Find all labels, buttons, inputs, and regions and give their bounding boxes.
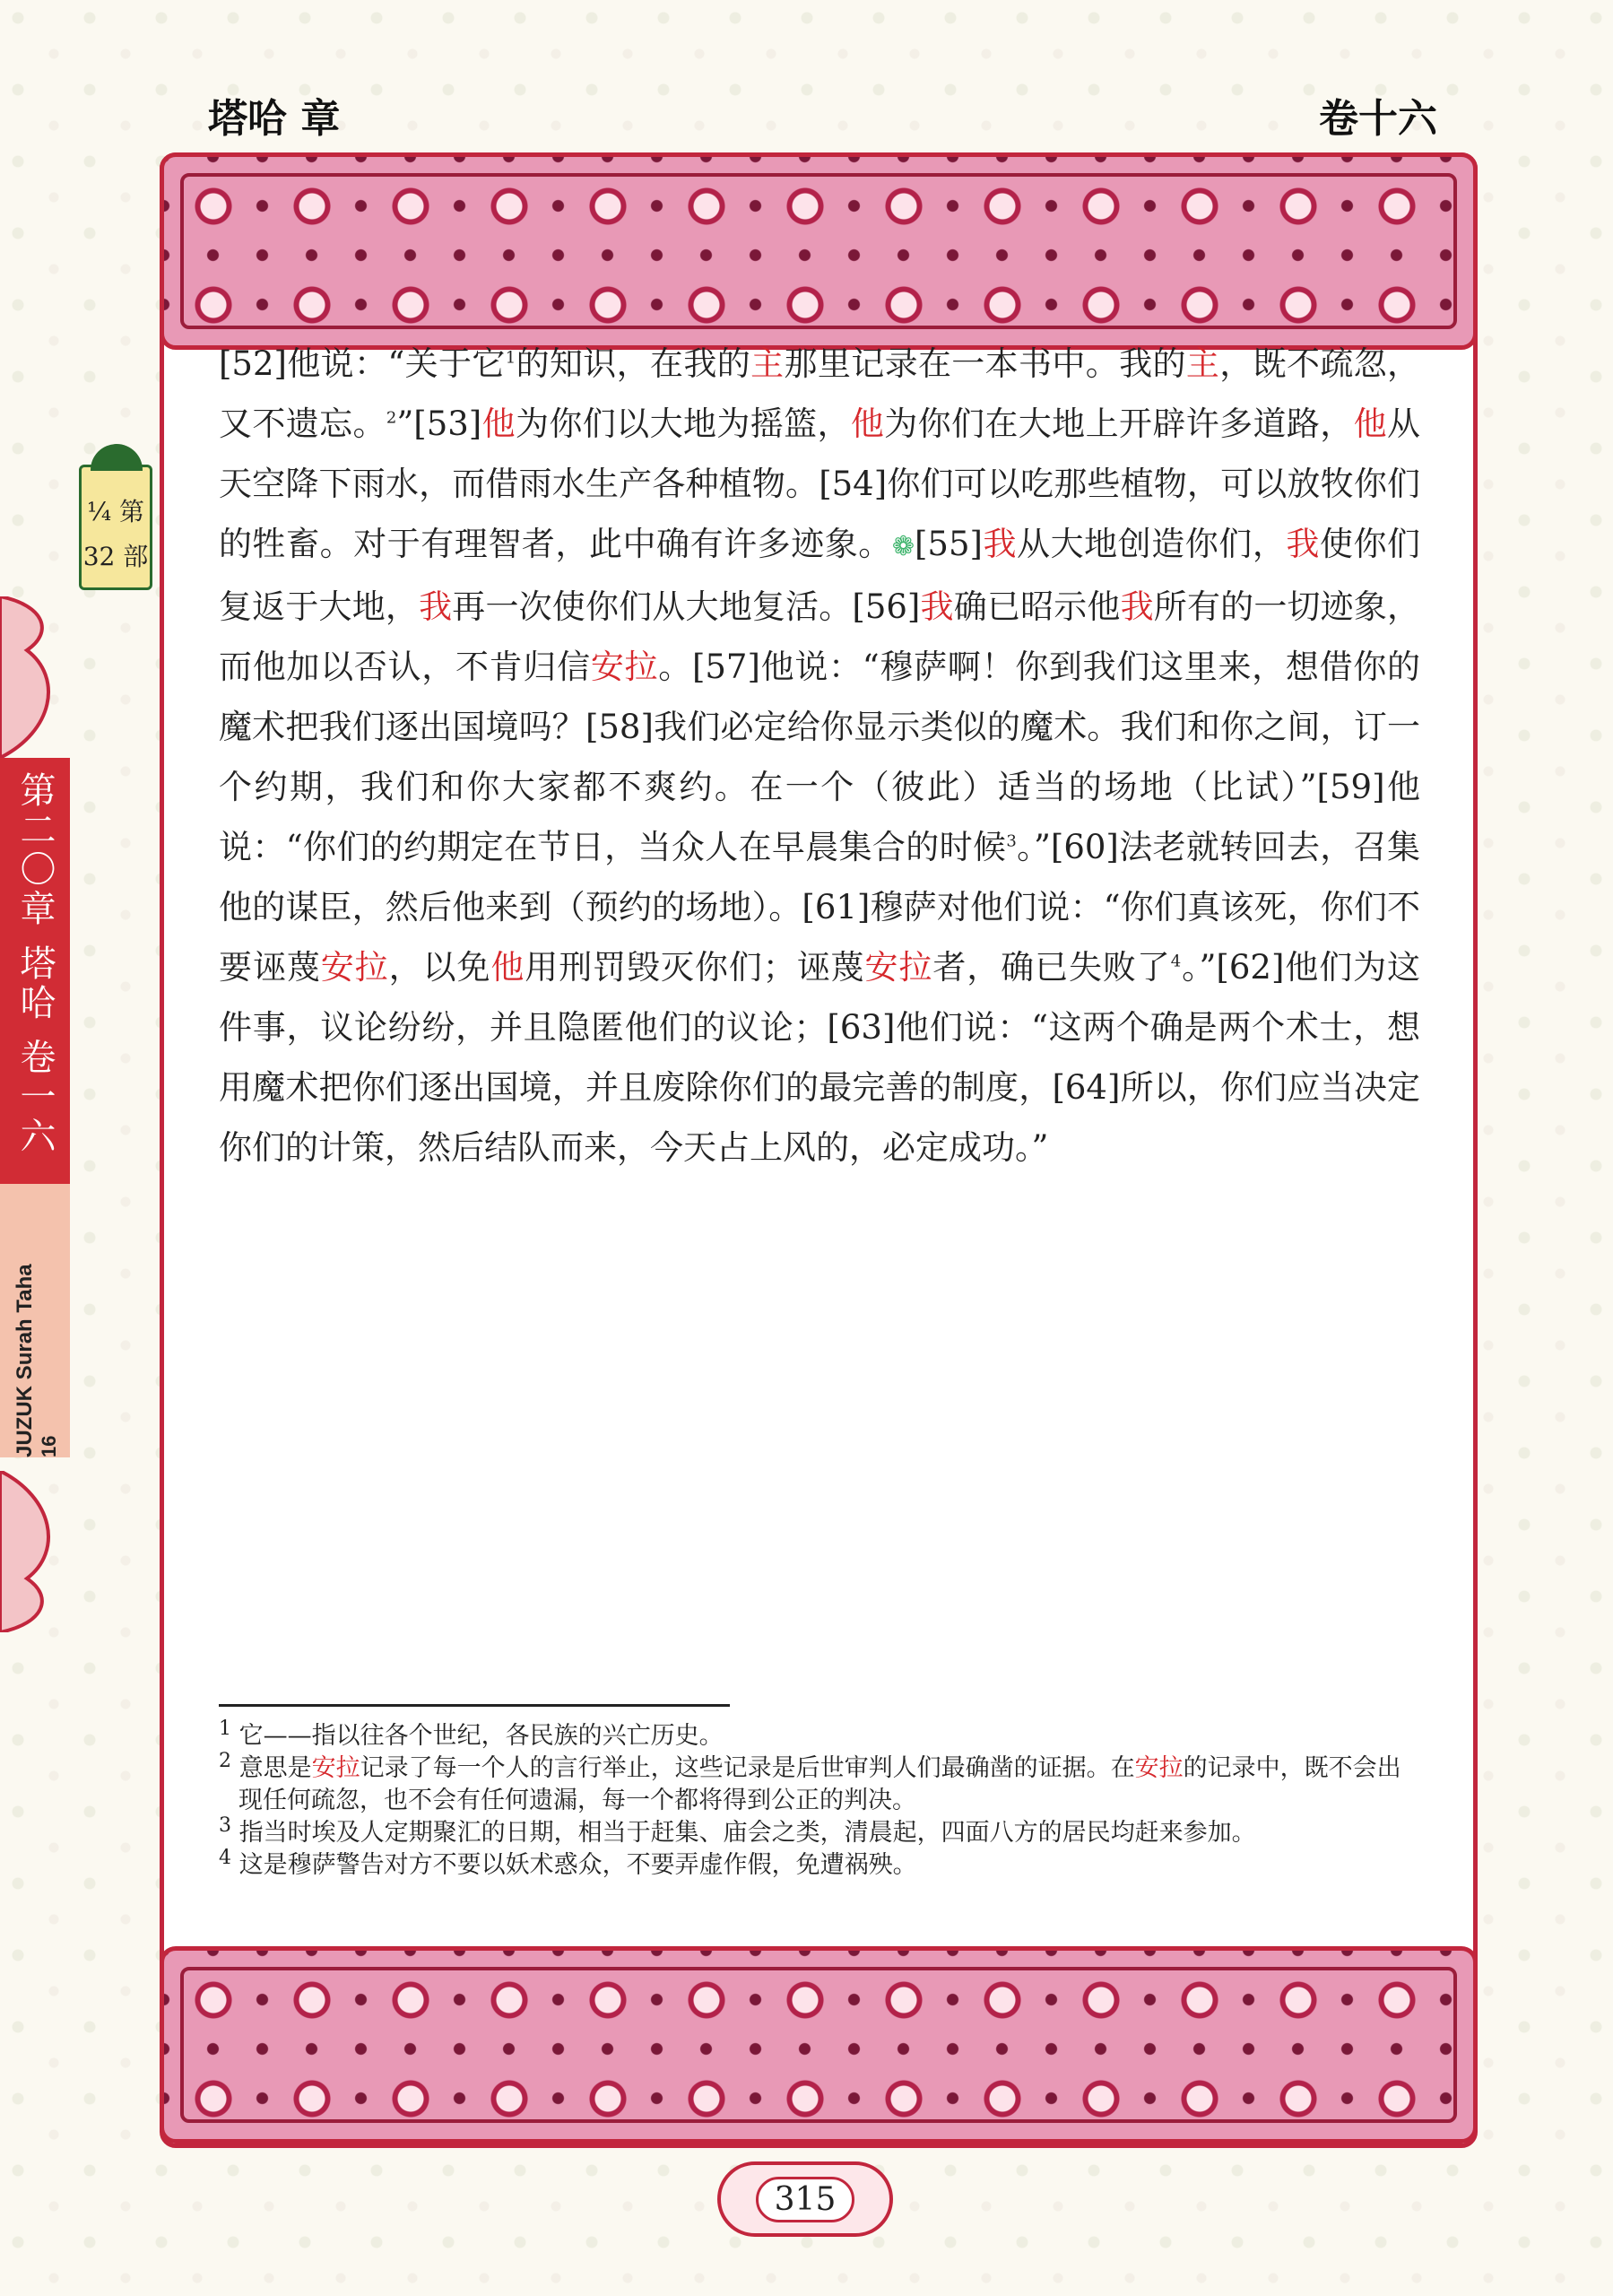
badge-line2: 32 部 (82, 542, 149, 571)
juz-title: 卷十六 (1319, 96, 1437, 142)
side-chapter-label: 第二〇章 塔哈 卷一六 (14, 771, 56, 1157)
juzuk-text: JUZUK Surah Taha (13, 1264, 37, 1457)
quarter-badge (79, 465, 152, 590)
page-number-ornament (717, 2161, 893, 2237)
footnotes (219, 1720, 1420, 1882)
juzuk-number: 16 (38, 1435, 60, 1457)
side-ornament-top (0, 596, 70, 758)
footnote-3: $^3$ 指当时埃及人定期聚汇的日期，相当于赶集、庙会之类，清晨起，四面八方的居民均赶来参加。 (219, 1814, 1256, 1847)
bottom-ornament-band (160, 1946, 1478, 2144)
footnote-4: $^4$ 这是穆萨警告对方不要以妖术惑众，不要弄虚作假，免遭祸殃。 (219, 1847, 917, 1879)
flower-icon: ❁ (891, 531, 915, 562)
side-juzuk-label (0, 1251, 70, 1466)
surah-title: 塔哈 章 (208, 96, 341, 142)
verse-text: [52]他说：“关于它$^1$的知识，在我的主那里记录在一本书中。我的主，既不疏忽，又不遗忘。$^2$”[53]他为你们以大地为摇篮，他为你们在大地上开辟许多道路，他从天空降下雨水，而借雨水生产各种植物。[54]你们可以吃那些植物，可以放牧你们的牲畜。对于有理智者，此中确有许多迹象。❁[55]我从大地创造你们，我使你们复返于大地，我再一次使你们从大地复活。[56]我确已昭示他我所有的一切迹象，而他加以否认，不肯归信安拉。[57]他说：“穆萨啊！你到我们这里来，想借你的魔术把我们逐出国境吗？[58]我们必定给你显示类似的魔术。我们和你之间，订一个约期，我们和你大家都不爽约。在一个（彼此）适当的场地（比试）”[59]他说：“你们的约期定在节日，当众人在早晨集合的时候$^3$。”[60]法老就转回去，召集他的谋臣，然后他来到（预约的场地）。[61]穆萨对他们说：“你们真该死，你们不要诬蔑安拉，以免他用刑罚毁灭你们；诬蔑安拉者，确已失败了$^4$。”[62]他们为这件事，议论纷纷，并且隐匿他们的议论；[63]他们说：“这两个确是两个术士，想用魔术把你们逐出国境，并且废除你们的最完善的制度，[64]所以，你们应当决定你们的计策，然后结队而来，今天占上风的，必定成功。” (219, 344, 1421, 1167)
page-number: 315 (756, 2177, 855, 2222)
top-ornament-band (160, 152, 1478, 350)
side-ornament-bottom (0, 1471, 70, 1632)
footnote-1: $^1$ 它——指以往各个世纪，各民族的兴亡历史。 (219, 1718, 724, 1750)
badge-line1: ¼ 第 (86, 497, 145, 526)
footnote-2: $^2$ 意思是安拉记录了每一个人的言行举止，这些记录是后世审判人们最确凿的证据。在安拉的记录中，既不会出现任何疏忽，也不会有任何遗漏，每一个都将得到公正的判决。 (219, 1750, 1401, 1814)
footnote-rule (219, 1704, 730, 1707)
